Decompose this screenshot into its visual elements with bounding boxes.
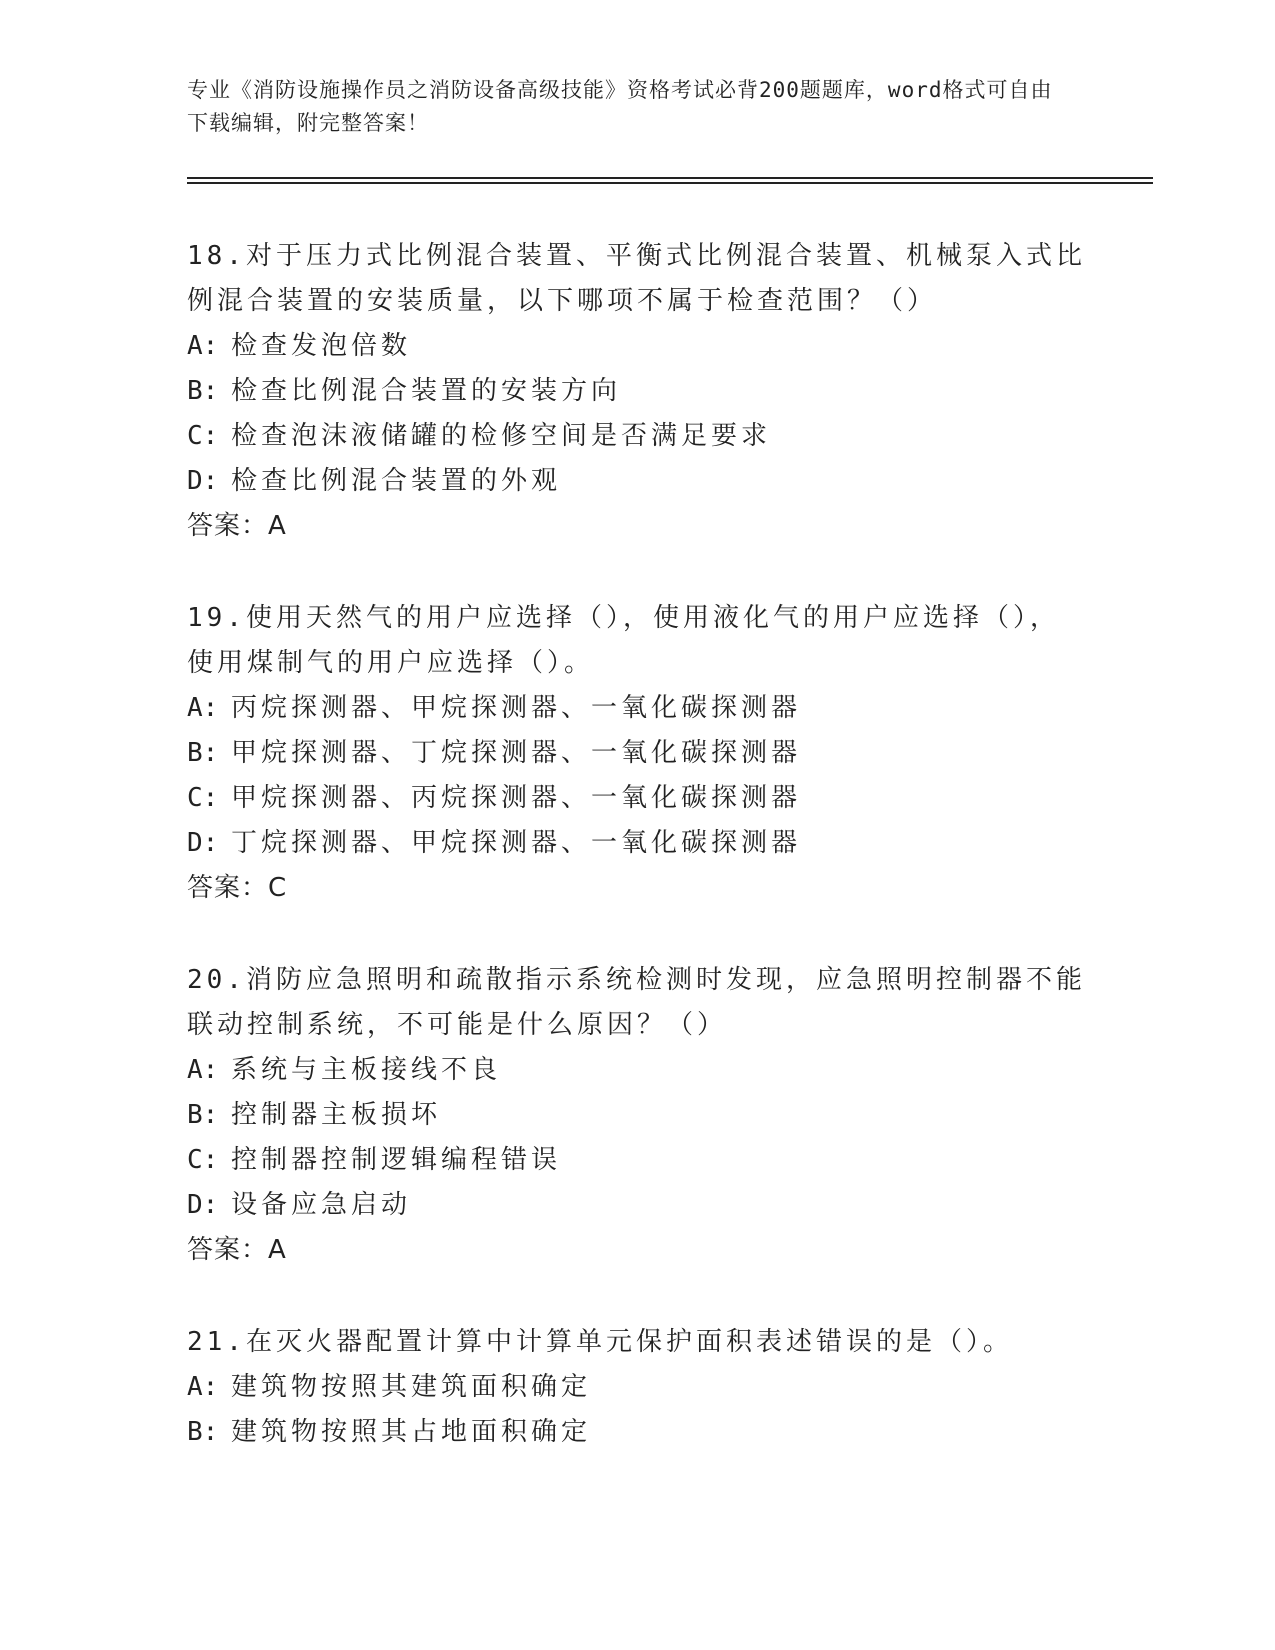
header-rule-bottom [187,182,1153,184]
header-rule-top [187,177,1153,179]
option-a [187,1048,1087,1093]
option-letter: C: [187,421,219,451]
option-d [187,459,1087,504]
question-21 [187,1320,1087,1455]
option-c [187,776,1087,821]
option-text: 检查比例混合装置的安装方向 [231,376,622,406]
question-text: 19.使用天然气的用户应选择（），使用液化气的用户应选择（），使用煤制气的用户应选择（）。 [187,603,1060,678]
option-letter: A: [187,693,219,723]
option-c [187,1138,1087,1183]
option-b [187,1410,1087,1455]
option-text: 检查泡沫液储罐的检修空间是否满足要求 [231,421,772,451]
question-text: 21.在灭火器配置计算中计算单元保护面积表述错误的是（）。 [187,1327,1013,1357]
option-text: 建筑物按照其建筑面积确定 [231,1372,592,1402]
question-text: 18.对于压力式比例混合装置、平衡式比例混合装置、机械泵入式比例混合装置的安装质量，以下哪项不属于检查范围？（） [187,241,1086,316]
option-letter: D: [187,466,219,496]
option-letter: B: [187,376,219,406]
option-text: 控制器主板损坏 [231,1100,442,1130]
option-letter: C: [187,783,219,813]
question-text: 20.消防应急照明和疏散指示系统检测时发现，应急照明控制器不能联动控制系统，不可能是什么原因？（） [187,965,1086,1040]
option-a [187,1365,1087,1410]
option-letter: B: [187,738,219,768]
option-d [187,821,1087,866]
option-b [187,731,1087,776]
option-b [187,1093,1087,1138]
option-letter: A: [187,1372,219,1402]
question-list [187,234,1087,1502]
option-text: 丙烷探测器、甲烷探测器、一氧化碳探测器 [231,693,802,723]
option-letter: B: [187,1417,219,1447]
option-letter: C: [187,1145,219,1175]
question-18 [187,234,1087,549]
option-letter: B: [187,1100,219,1130]
option-b [187,369,1087,414]
question-19 [187,596,1087,911]
option-a [187,324,1087,369]
option-a [187,686,1087,731]
option-letter: D: [187,828,219,858]
option-letter: D: [187,1190,219,1220]
option-text: 控制器控制逻辑编程错误 [231,1145,562,1175]
option-text: 检查发泡倍数 [231,331,412,361]
option-letter: A: [187,331,219,361]
option-text: 建筑物按照其占地面积确定 [231,1417,592,1447]
question-20 [187,958,1087,1273]
document-header: 专业《消防设施操作员之消防设备高级技能》资格考试必背200题题库，word格式可自由下载编辑，附完整答案！ [187,78,1053,135]
option-text: 甲烷探测器、丁烷探测器、一氧化碳探测器 [231,738,802,768]
answer-line: 答案：A [187,1235,287,1265]
option-c [187,414,1087,459]
option-text: 设备应急启动 [231,1190,412,1220]
option-text: 丁烷探测器、甲烷探测器、一氧化碳探测器 [231,828,802,858]
option-letter: A: [187,1055,219,1085]
option-d [187,1183,1087,1228]
option-text: 检查比例混合装置的外观 [231,466,562,496]
option-text: 系统与主板接线不良 [231,1055,502,1085]
answer-line: 答案：A [187,511,287,541]
answer-line: 答案：C [187,873,288,903]
option-text: 甲烷探测器、丙烷探测器、一氧化碳探测器 [231,783,802,813]
